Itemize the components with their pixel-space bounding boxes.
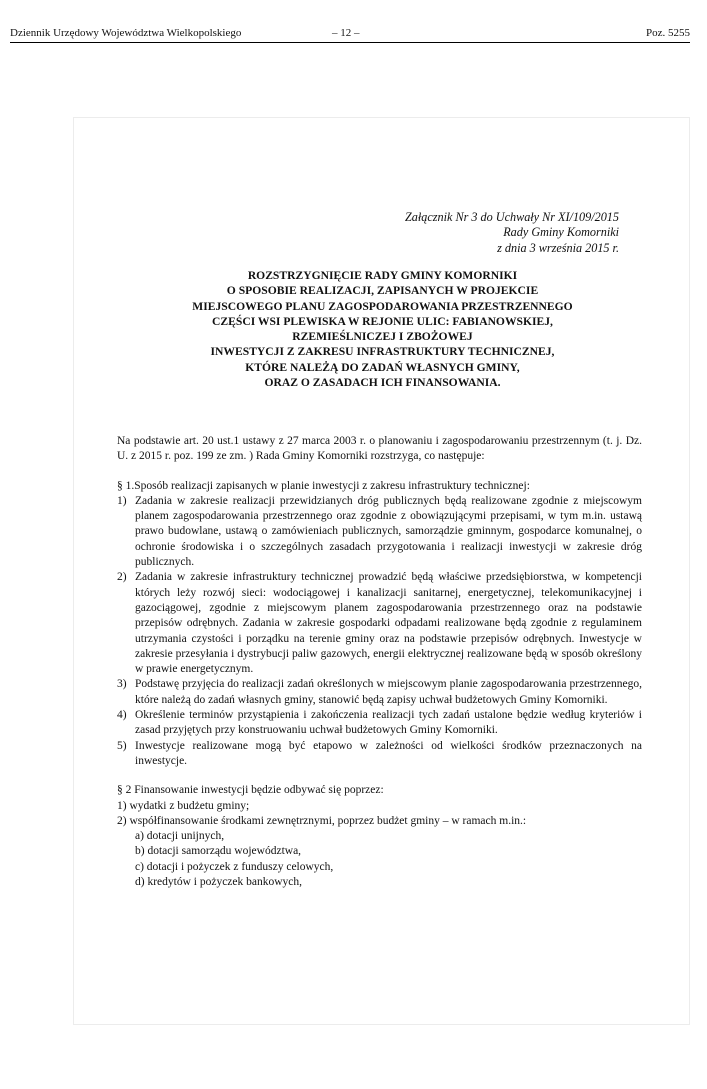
annex-line: Załącznik Nr 3 do Uchwały Nr XI/109/2015 [405, 210, 619, 224]
title-line: INWESTYCJI Z ZAKRESU INFRASTRUKTURY TECHNICZNEJ, [210, 345, 555, 359]
annex-reference [405, 210, 619, 256]
title-line: KTÓRE NALEŻĄ DO ZADAŃ WŁASNYCH GMINY, [245, 360, 520, 374]
page-header [10, 26, 690, 43]
title-line: ROZSTRZYGNIĘCIE RADY GMINY KOMORNIKI [247, 269, 518, 282]
list-item [117, 570, 642, 677]
list-item [117, 677, 642, 708]
document-title [114, 268, 651, 390]
document-body [117, 434, 642, 890]
title-line: RZEMIEŚLNICZEJ I ZBOŻOWEJ [292, 330, 473, 344]
section1-heading: § 1.Sposób realizacji zapisanych w planie inwestycji z zakresu infrastruktury technicznej: [117, 479, 530, 492]
scanned-document [73, 117, 690, 1025]
page-number: – 12 – [332, 27, 360, 39]
item-number: 2) [117, 571, 127, 584]
title-line: CZĘŚCI WSI PLEWISKA W REJONIE ULIC: FABIANOWSKIEJ, [212, 314, 553, 328]
title-line: O SPOSOBIE REALIZACJI, ZAPISANYCH W PROJEKCIE [226, 284, 539, 298]
list-item: 1) wydatki z budżetu gminy; [117, 799, 250, 812]
sub-item: a) dotacji unijnych, [135, 830, 225, 843]
item-number: 4) [117, 709, 127, 722]
list-item: 2) współfinansowanie środkami zewnętrznymi, poprzez budżet gminy – w ramach m.in.: [117, 814, 527, 827]
list-item [117, 708, 642, 739]
title-line: ORAZ O ZASADACH ICH FINANSOWANIA. [264, 376, 501, 390]
list-item [117, 494, 642, 570]
item-number: 3) [117, 678, 127, 691]
item-text: Określenie terminów przystąpienia i zakończenia realizacji tych zadań ustalone będzie według kryteriów i zasad przyjętych przy konstruowaniu uchwał budżetowych Gminy Komorniki. [135, 709, 642, 737]
item-text: Podstawę przyjęcia do realizacji zadań określonych w miejscowym planie zagospodarowania przestrzennego, które należą do zadań własnych gminy, stanowić będą zapisy uchwał budżetowych Gminy Komorniki. [135, 678, 642, 706]
section2-heading: § 2 Finansowanie inwestycji będzie odbywać się poprzez: [117, 784, 384, 797]
list-item [117, 739, 642, 770]
title-line: MIEJSCOWEGO PLANU ZAGOSPODAROWANIA PRZESTRZENNEGO [192, 299, 573, 313]
intro-paragraph: Na podstawie art. 20 ust.1 ustawy z 27 marca 2003 r. o planowaniu i zagospodarowaniu przestrzennym (t. j. Dz. U. z 2015 r. poz. 199 ze zm. ) Rada Gminy Komorniki rozstrzyga, co następuje: [117, 435, 642, 463]
item-text: Zadania w zakresie realizacji przewidzianych dróg publicznych będą realizowane zgodnie z miejscowym planem zagospodarowania przestrzennego oraz zgodnie z obowiązującymi przepisami, w tym m.in. ustawą prawo budowlane, ustawą o zamówieniach publicznych, samorządzie gminnym, gospodarce komunalnej, o ochronie środowiska i o szczególnych zasadach przygotowania i realizacji inwestycji w zakresie dróg publicznych. [135, 494, 642, 569]
journal-name: Dziennik Urzędowy Województwa Wielkopolskiego [10, 27, 242, 39]
annex-line: z dnia 3 września 2015 r. [497, 240, 619, 255]
item-number: 1) [117, 494, 127, 507]
sub-item: d) kredytów i pożyczek bankowych, [135, 876, 303, 889]
item-text: Inwestycje realizowane mogą być etapowo w zależności od wielkości środków przeznaczonych na inwestycje. [135, 739, 642, 767]
sub-item: b) dotacji samorządu województwa, [135, 845, 302, 858]
sub-item: c) dotacji i pożyczek z funduszy celowych, [135, 860, 334, 873]
position-number: Poz. 5255 [646, 27, 690, 39]
item-number: 5) [117, 739, 127, 752]
item-text: Zadania w zakresie infrastruktury technicznej prowadzić będą właściwe przedsiębiorstwa, w kompetencji których leży rozwój sieci: wodociągowej i kanalizacji sanitarnej, energetycznej, telekomunikacyjnej i gazociągowej, zgodnie z miejscowym planem zagospodarowania przestrzennego oraz na podstawie przepisów odrębnych. Zadania w zakresie gospodarki odpadami realizowane będą zgodnie z regulaminem utrzymania czystości i porządku na terenie gminy oraz na podstawie przepisów odrębnych. Inwestycje w zakresie przesyłania i dystrybucji paliw gazowych, energii elektrycznej realizowane będą w sposób określony w prawie energetycznym. [135, 571, 642, 676]
annex-line: Rady Gminy Komorniki [503, 225, 619, 240]
